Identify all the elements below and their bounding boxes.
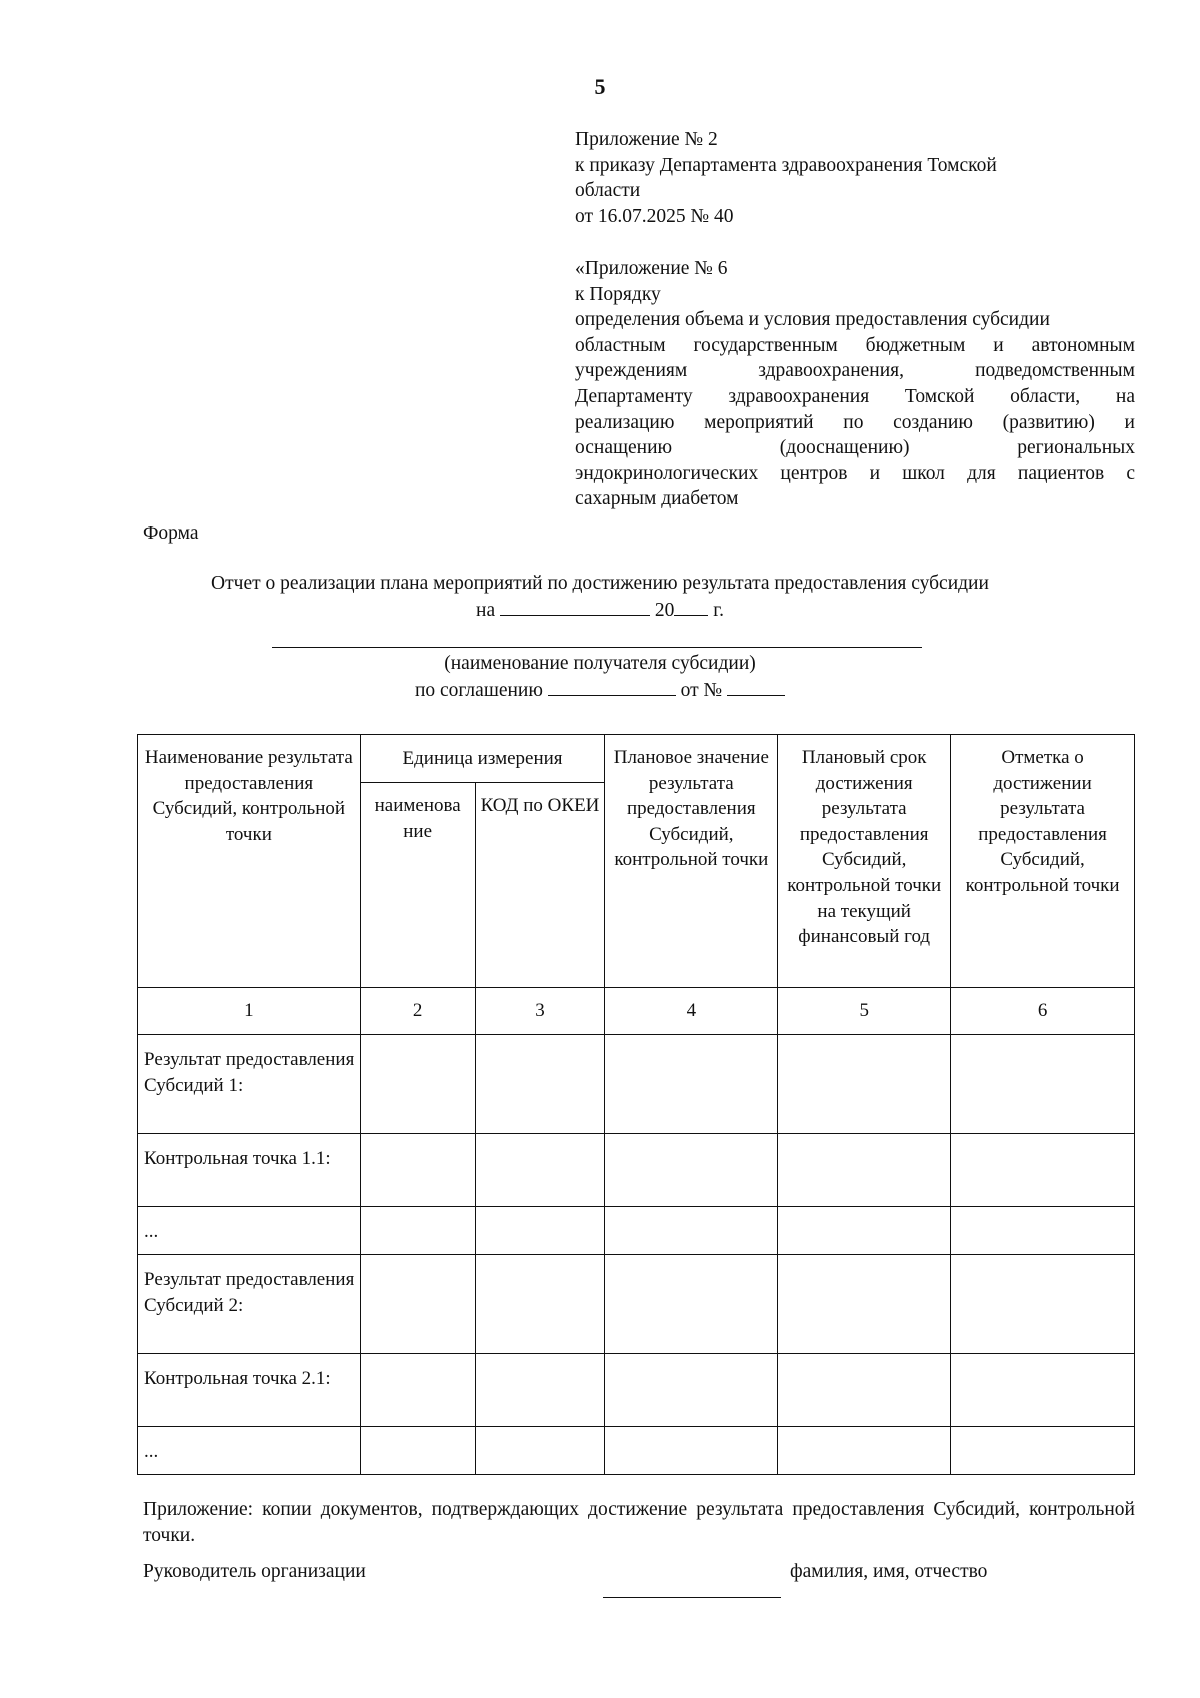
table-cell[interactable] [605, 1354, 778, 1427]
header-unit-group: Единица измерения [360, 735, 605, 783]
header-okei-code: КОД по ОКЕИ [475, 783, 605, 988]
table-cell[interactable] [951, 1035, 1135, 1134]
header-plan-value: Плановое значение результата предоставления Субсидий, контрольной точки [605, 735, 778, 988]
header-plan-date: Плановый срок достижения результата предоставления Субсидий, контрольной точки на текущий финансовый год [778, 735, 951, 988]
table-cell[interactable] [951, 1427, 1135, 1475]
appendix-ref-line: оснащению (дооснащению) региональных [575, 437, 1135, 459]
appendix-ref-line: областным государственным бюджетным и автономным [575, 334, 1135, 356]
appendix-ref-line: «Приложение № 6 [575, 258, 728, 279]
table-cell[interactable] [778, 1035, 951, 1134]
table-cell[interactable] [951, 1255, 1135, 1354]
appendix-header [575, 127, 1135, 229]
signature-line[interactable] [603, 1597, 781, 1598]
appendix-ref-line: учреждениям здравоохранения, подведомственным [575, 360, 1135, 382]
row-label: Результат предоставления Субсидий 1: [138, 1035, 361, 1134]
table-cell[interactable] [605, 1207, 778, 1255]
signature-name-label: фамилия, имя, отчество [790, 1561, 988, 1582]
page-number: 5 [594, 74, 606, 99]
table-cell[interactable] [605, 1035, 778, 1134]
recipient-name-line[interactable] [272, 647, 922, 648]
report-table [137, 734, 1135, 1475]
table-cell[interactable] [951, 1207, 1135, 1255]
table-row [138, 1134, 1135, 1207]
table-cell[interactable] [778, 1134, 951, 1207]
table-cell[interactable] [605, 1255, 778, 1354]
row-label: ... [138, 1427, 361, 1475]
appendix-header-line: от 16.07.2025 № 40 [575, 205, 734, 227]
row-label: Контрольная точка 1.1: [138, 1134, 361, 1207]
report-date-line [0, 597, 1200, 623]
row-label: Результат предоставления Субсидий 2: [138, 1255, 361, 1354]
appendix-reference [575, 256, 1135, 512]
table-cell[interactable] [778, 1354, 951, 1427]
agreement-prefix: по соглашению [414, 680, 543, 701]
appendix-ref-line: реализацию мероприятий по созданию (развитию) и [575, 411, 1135, 433]
header-unit-name: наименова ние [360, 783, 475, 988]
date-year-prefix: 20 [654, 600, 675, 621]
report-title: Отчет о реализации плана мероприятий по достижению результата предоставления субсидии [211, 573, 989, 594]
table-row [138, 1207, 1135, 1255]
agreement-line [0, 677, 1200, 703]
table-row [138, 1427, 1135, 1475]
form-label: Форма [143, 523, 199, 544]
table-cell[interactable] [475, 1255, 605, 1354]
row-label: Контрольная точка 2.1: [138, 1354, 361, 1427]
table-number-row [138, 988, 1135, 1035]
header-achievement-mark: Отметка о достижении результата предоставления Субсидий, контрольной точки [951, 735, 1135, 988]
year-blank[interactable] [674, 597, 708, 616]
date-prefix: на [476, 600, 496, 621]
row-label: ... [138, 1207, 361, 1255]
table-row [138, 1255, 1135, 1354]
table-cell[interactable] [475, 1354, 605, 1427]
table-cell[interactable] [951, 1134, 1135, 1207]
header-result-name: Наименование результата предоставления Субсидий, контрольной точки [138, 735, 361, 988]
table-cell[interactable] [360, 1035, 475, 1134]
appendix-ref-line: эндокринологических центров и школ для пациентов с [575, 462, 1135, 484]
column-number: 2 [360, 988, 475, 1035]
appendix-header-line: к приказу Департамента здравоохранения Томской [575, 154, 997, 176]
table-cell[interactable] [360, 1354, 475, 1427]
agreement-number-blank[interactable] [727, 677, 785, 696]
column-number: 1 [138, 988, 361, 1035]
column-number: 3 [475, 988, 605, 1035]
table-cell[interactable] [951, 1354, 1135, 1427]
table-cell[interactable] [605, 1134, 778, 1207]
signature-title: Руководитель организации [143, 1561, 366, 1582]
table-cell[interactable] [360, 1134, 475, 1207]
table-cell[interactable] [475, 1134, 605, 1207]
appendix-header-line: области [575, 180, 641, 202]
table-cell[interactable] [778, 1255, 951, 1354]
table-cell[interactable] [778, 1207, 951, 1255]
column-number: 5 [778, 988, 951, 1035]
table-cell[interactable] [360, 1255, 475, 1354]
appendix-ref-line: к Порядку [575, 283, 661, 305]
table-cell[interactable] [360, 1427, 475, 1475]
date-blank[interactable] [500, 597, 650, 616]
appendix-header-line: Приложение № 2 [575, 129, 718, 150]
table-cell[interactable] [360, 1207, 475, 1255]
agreement-blank[interactable] [548, 677, 676, 696]
appendix-ref-line: сахарным диабетом [575, 488, 739, 510]
table-cell[interactable] [605, 1427, 778, 1475]
appendix-ref-line: определения объема и условия предоставления субсидии [575, 309, 1050, 331]
date-suffix: г. [713, 600, 724, 621]
agreement-middle: от № [680, 680, 723, 701]
column-number: 4 [605, 988, 778, 1035]
table-row [138, 1354, 1135, 1427]
recipient-caption: (наименование получателя субсидии) [444, 653, 756, 674]
table-cell[interactable] [475, 1207, 605, 1255]
table-row [138, 1035, 1135, 1134]
table-cell[interactable] [778, 1427, 951, 1475]
column-number: 6 [951, 988, 1135, 1035]
table-cell[interactable] [475, 1035, 605, 1134]
table-cell[interactable] [475, 1427, 605, 1475]
attachment-note: Приложение: копии документов, подтверждающих достижение результата предоставления Субсидий, контрольной точки. [143, 1499, 1135, 1546]
table-header-row [138, 735, 1135, 783]
appendix-ref-line: Департаменту здравоохранения Томской области, на [575, 385, 1135, 407]
